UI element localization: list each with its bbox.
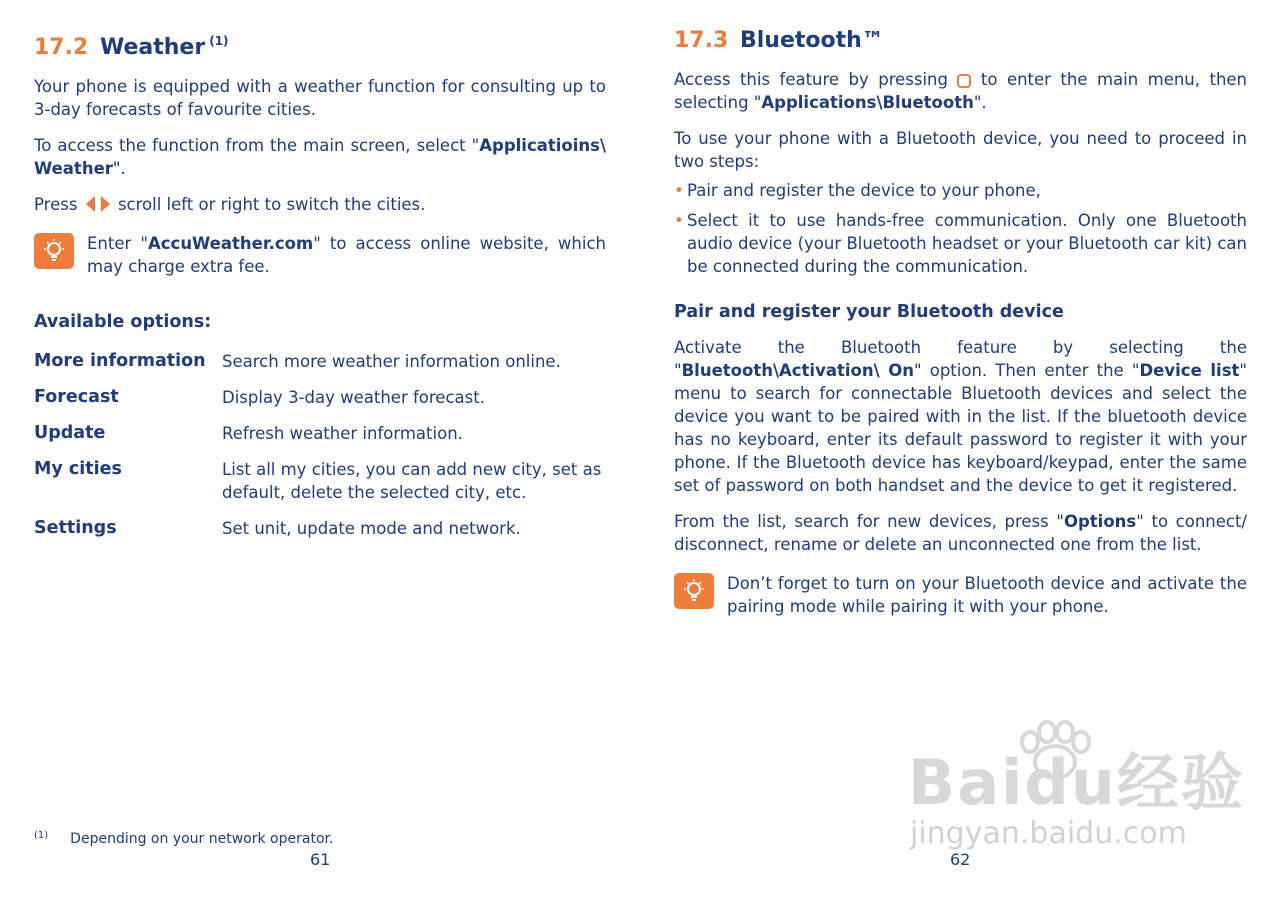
weather-section-number: 17.2 (34, 35, 89, 60)
watermark-brand: Baidu经验 (908, 746, 1245, 819)
bluetooth-use-paragraph: To use your phone with a Bluetooth device, you need to proceed in two steps: (674, 129, 1247, 171)
bluetooth-section-number: 17.3 (674, 28, 729, 53)
accuweather-link-text: AccuWeather.com (147, 234, 314, 253)
pair-heading: Pair and register your Bluetooth device (674, 302, 1064, 322)
press-pre: Press (34, 195, 78, 214)
option-name: Forecast (34, 387, 119, 407)
list-item: • Pair and register the device to your phone, (674, 179, 1247, 202)
lightbulb-tip-icon (34, 233, 74, 269)
option-desc: Set unit, update mode and network. (222, 519, 521, 538)
footnote-mark: (1) (34, 830, 49, 841)
option-row (34, 350, 606, 373)
footnote-text: Depending on your network operator. (70, 831, 334, 847)
accuweather-note-text (87, 232, 606, 278)
activate-paragraph (674, 336, 1247, 497)
option-desc: List all my cities, you can add new city, set as default, delete the selected city, etc. (222, 460, 602, 502)
options-label: Options (1063, 512, 1137, 531)
option-name: Settings (34, 518, 117, 538)
bt-access-mid: to enter the main menu, then selecting " (674, 70, 1248, 112)
lightbulb-tip-icon (674, 573, 714, 609)
activate-pre: Activate the Bluetooth feature by selecting the " (674, 338, 1247, 380)
weather-title-text: Weather (100, 35, 206, 60)
footnote (34, 826, 333, 849)
bluetooth-note (674, 572, 1247, 618)
press-post: scroll left or right to switch the cities. (117, 195, 426, 214)
activate-mid: " option. Then enter the " (914, 361, 1140, 380)
option-row (34, 386, 606, 409)
note-post: " to access online website, which may charge extra fee. (87, 234, 606, 276)
option-row (34, 517, 606, 540)
option-name: My cities (34, 459, 122, 479)
bluetooth-access-paragraph (674, 68, 1247, 114)
bt-access-post: ". (973, 93, 987, 112)
weather-access-paragraph (34, 134, 606, 180)
note-pre: Enter " (87, 234, 148, 253)
bluetooth-title-text: Bluetooth™ (740, 28, 884, 53)
weather-access-post: ". (112, 159, 126, 178)
options-heading: Available options: (34, 312, 212, 332)
right-page (674, 24, 1247, 618)
weather-section-title (34, 24, 606, 65)
option-desc: Search more weather information online. (222, 352, 561, 371)
accuweather-note (34, 232, 606, 278)
option-row (34, 458, 606, 504)
options-paragraph (674, 510, 1247, 556)
left-right-arrows-icon (85, 195, 111, 219)
from-post: " to connect/ disconnect, rename or delete an unconnected one from the list. (674, 512, 1247, 554)
options-list (34, 350, 606, 540)
left-page (34, 24, 606, 553)
from-pre: From the list, search for new devices, press " (674, 512, 1064, 531)
weather-title-footnote-mark: (1) (209, 34, 229, 48)
option-name: Update (34, 423, 106, 443)
baidu-watermark (900, 720, 1245, 870)
bt-access-menu-path: Applications\Bluetooth (761, 93, 974, 112)
bluetooth-section-title (674, 24, 1247, 58)
watermark-url: jingyan.baidu.com (910, 816, 1187, 851)
option-desc: Display 3-day weather forecast. (222, 388, 485, 407)
activation-menu-path: Bluetooth\Activation\ On (681, 361, 915, 380)
activate-post: " menu to search for connectable Bluetooth devices and select the device you want to be paired with in the list. If the bluetooth device has no keyboard, enter its default password to register it with your phone. If the Bluetooth device has keyboard/keypad, enter the same set of password on both handset and the device to get it registered. (674, 361, 1247, 495)
weather-access-menu-path: Applicatioins\ Weather (34, 136, 606, 178)
page-number-right: 62 (950, 850, 971, 869)
weather-intro: Your phone is equipped with a weather function for consulting up to 3-day forecasts of favourite cities. (34, 77, 606, 119)
bt-access-pre: Access this feature by pressing (674, 70, 948, 89)
bluetooth-steps-list (674, 179, 1247, 278)
bluetooth-note-text: Don’t forget to turn on your Bluetooth device and activate the pairing mode while pairing it with your phone. (727, 574, 1247, 616)
weather-press-paragraph (34, 193, 606, 219)
menu-key-icon (957, 74, 971, 88)
weather-access-pre: To access the function from the main screen, select " (34, 136, 480, 155)
list-item: • Select it to use hands-free communication. Only one Bluetooth audio device (your Bluetooth headset or your Bluetooth car kit) can be connected during the communication. (674, 209, 1247, 278)
page-number-left: 61 (310, 850, 331, 869)
option-name: More information (34, 351, 206, 371)
option-row (34, 422, 606, 445)
device-list-label: Device list (1139, 361, 1240, 380)
option-desc: Refresh weather information. (222, 424, 463, 443)
